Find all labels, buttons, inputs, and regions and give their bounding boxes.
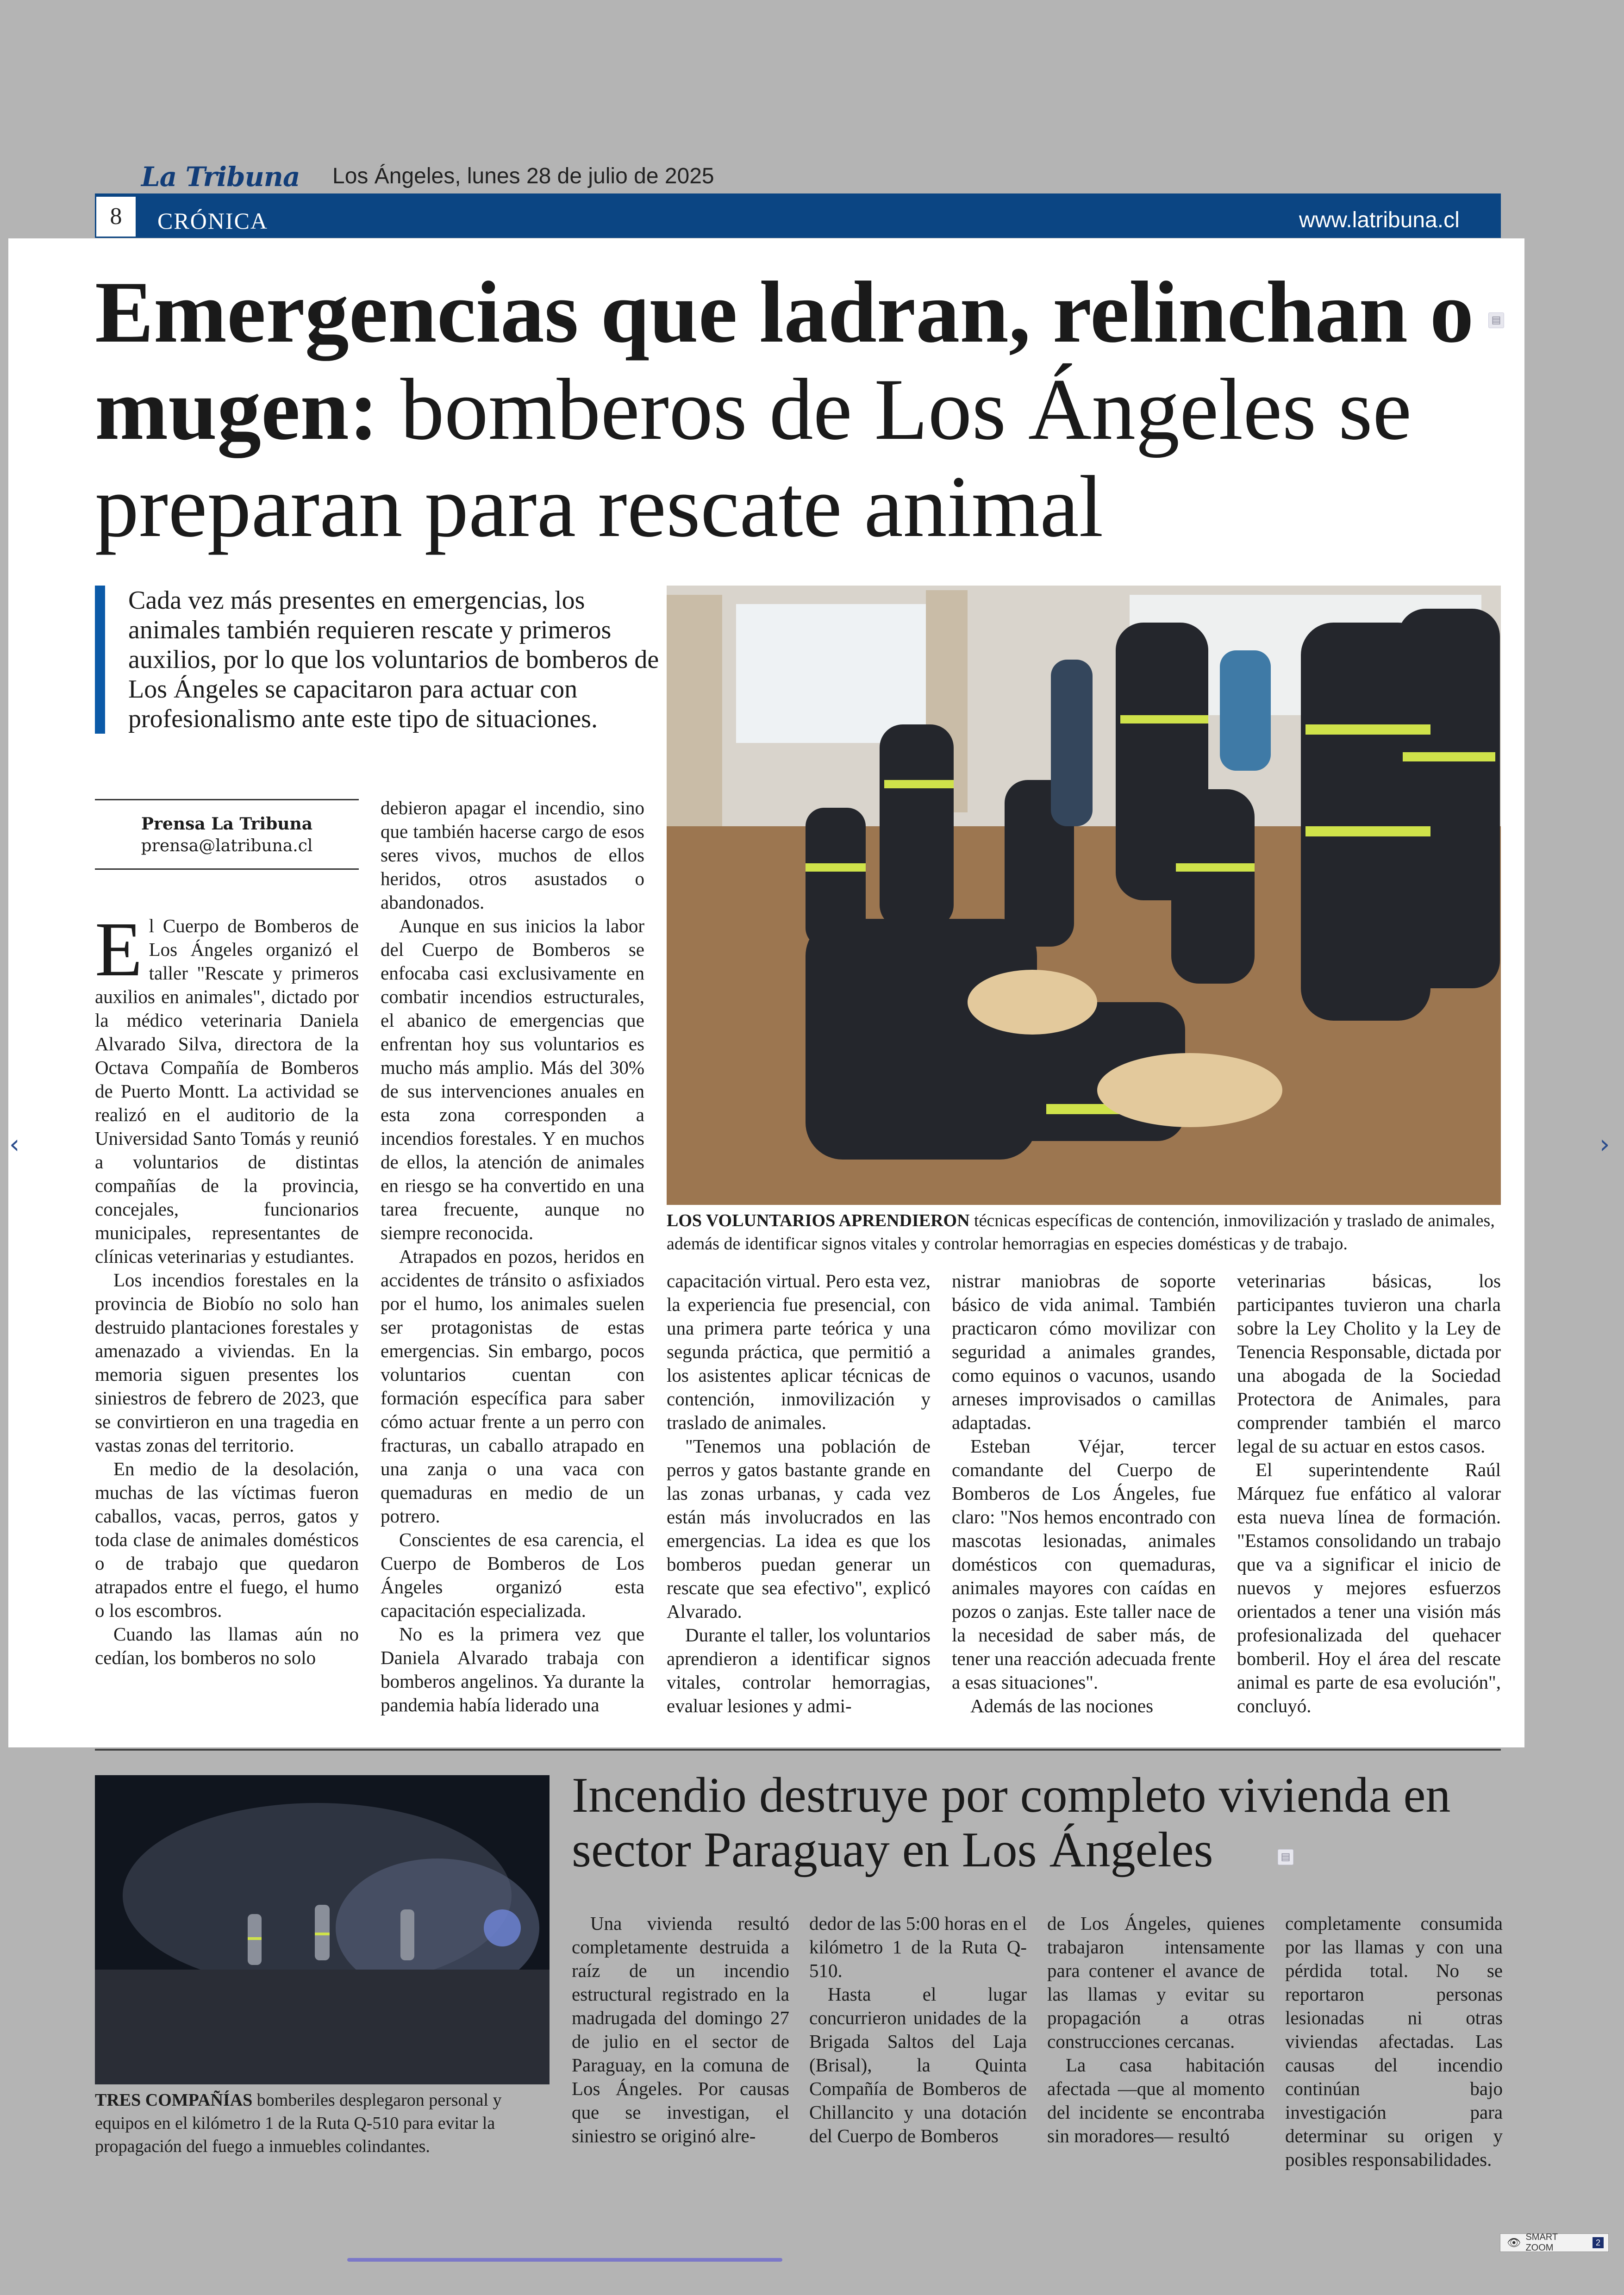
main-column-2 bbox=[381, 796, 644, 1717]
newspaper-logo: La Tribuna bbox=[141, 161, 300, 193]
edit-note-icon[interactable]: ▤ bbox=[1488, 312, 1504, 328]
paragraph: Cuando las llamas aún no cedían, los bomberos no solo bbox=[95, 1623, 359, 1668]
smart-zoom-label: SMART ZOOM bbox=[1525, 2232, 1558, 2253]
zoom-count-badge: 2 bbox=[1593, 2237, 1604, 2248]
paragraph: Durante el taller, los voluntarios aprendieron a identificar signos vitales, controlar hemorragias, evaluar lesiones y admi- bbox=[667, 1624, 931, 1716]
caption-lead: LOS VOLUNTARIOS APRENDIERON bbox=[667, 1211, 970, 1230]
chevron-right-icon[interactable]: › bbox=[1599, 1129, 1610, 1160]
photo-illustration bbox=[95, 1775, 550, 2084]
main-column-5 bbox=[1237, 1269, 1501, 1718]
page-number: 8 bbox=[96, 197, 136, 237]
paragraph: En medio de la desolación, muchas de las víctimas fueron caballos, vacas, perros, gatos y toda clase de animales domésticos o de trabajo que quedaron atrapados entre el fuego, el humo o los escombros. bbox=[95, 1458, 359, 1621]
firefighters-training-photo[interactable] bbox=[667, 586, 1501, 1205]
edit-note-icon[interactable]: ▤ bbox=[1278, 1849, 1293, 1865]
horizontal-scrollbar[interactable] bbox=[347, 2258, 782, 2262]
photo-illustration bbox=[667, 586, 1501, 1205]
drop-cap: E bbox=[95, 906, 143, 992]
caption-text: bomberiles desplegaron personal y equipos en el kilómetro 1 de la Ruta Q-510 para evitar la propagación del fuego a inmuebles colindantes. bbox=[95, 2090, 502, 2156]
main-column-4 bbox=[952, 1269, 1216, 1718]
paragraph: capacitación virtual. Pero esta vez, la experiencia fue presencial, con una primera parte teórica y una segunda práctica, que permitió a los asistentes aplicar técnicas de contención, inmovilización y traslado de animales. bbox=[667, 1270, 931, 1433]
paragraph: Hasta el lugar concurrieron unidades de la Brigada Saltos del Laja (Brisal), la Quinta Compañía de Bomberos de Chillancito y una dotación del Cuerpo de Bomberos bbox=[809, 1983, 1027, 2146]
headline-bold: Emergencias que ladran, relinchan o mugen: bbox=[95, 264, 1474, 458]
byline bbox=[95, 799, 359, 870]
caption-text: técnicas específicas de contención, inmovilización y traslado de animales, además de identificar signos vitales y controlar hemorragias en especies domésticas y de trabajo. bbox=[667, 1211, 1495, 1254]
byline-email[interactable]: prensa@latribuna.cl bbox=[141, 836, 313, 855]
paragraph: de Los Ángeles, quienes trabajaron intensamente para contener el avance de las llamas y evitar su propagación a otras construcciones cercanas. bbox=[1047, 1913, 1265, 2052]
paragraph: Aunque en sus inicios la labor del Cuerpo de Bomberos se enfocaba casi exclusivamente en combatir incendios estructurales, el abanico de emergencias que enfrentan hoy sus voluntarios es mucho más amplio. Más del 30% de sus intervenciones anuales en esta zona corresponden a incendios forestales. Y en muchos de ellos, la atención de animales en riesgo se ha convertido en una tarea frecuente, aunque no siempre reconocida. bbox=[381, 915, 644, 1243]
paragraph: dedor de las 5:00 horas en el kilómetro 1 de la Ruta Q-510. bbox=[809, 1913, 1027, 1981]
second-column-2 bbox=[809, 1912, 1027, 2148]
main-column-1 bbox=[95, 906, 359, 1670]
paragraph: Además de las nociones bbox=[970, 1695, 1154, 1716]
caption-lead: TRES COMPAÑÍAS bbox=[95, 2090, 253, 2110]
main-headline bbox=[95, 264, 1507, 555]
issue-date: Los Ángeles, lunes 28 de julio de 2025 bbox=[332, 164, 714, 188]
second-column-4 bbox=[1285, 1912, 1503, 2171]
paragraph: Esteban Véjar, tercer comandante del Cuerpo de Bomberos de Los Ángeles, fue claro: "Nos hemos encontrado con mascotas lesionadas, animales domésticos con quemaduras, animales mayores con caídas en pozos o zanjas. Este taller nace de la necesidad de saber más, de tener una reacción adecuada frente a esas situaciones". bbox=[952, 1435, 1216, 1693]
paragraph: "Tenemos una población de perros y gatos bastante grande en las zonas urbanas, y cada vez están más involucrados en las emergencias. La idea es que los bomberos puedan generar un rescate que sea efectivo", explicó Alvarado. bbox=[667, 1435, 931, 1622]
paragraph: Conscientes de esa carencia, el Cuerpo de Bomberos de Los Ángeles organizó esta capacitación especializada. bbox=[381, 1529, 644, 1621]
main-column-3 bbox=[667, 1269, 931, 1718]
second-column-3 bbox=[1047, 1912, 1265, 2148]
paragraph: No es la primera vez que Daniela Alvarado trabaja con bomberos angelinos. Ya durante la pandemia había liderado una bbox=[381, 1623, 644, 1715]
chevron-left-icon[interactable]: ‹ bbox=[9, 1129, 20, 1160]
site-url[interactable]: www.latribuna.cl bbox=[1299, 208, 1460, 232]
headline-rest: bomberos de Los Ángeles se preparan para rescate animal bbox=[95, 361, 1412, 555]
eye-icon: 👁 bbox=[1507, 2236, 1521, 2249]
section-label: CRÓNICA bbox=[157, 208, 269, 234]
fire-photo-caption bbox=[95, 2089, 550, 2158]
article-lead: Cada vez más presentes en emergencias, los animales también requieren rescate y primeros auxilios, por lo que los voluntarios de bomberos de Los Ángeles se capacitaron para actuar con profesionalismo ante este tipo de situaciones. bbox=[95, 586, 675, 734]
smart-zoom-button[interactable] bbox=[1500, 2233, 1609, 2252]
paragraph: debieron apagar el incendio, sino que también hacerse cargo de esos seres vivos, muchos de ellos heridos, otros asustados o abandonados. bbox=[381, 797, 644, 913]
paragraph: nistrar maniobras de soporte básico de vida animal. También practicaron cómo movilizar con seguridad a animales grandes, como equinos o vacunos, usando arneses improvisados o camillas adaptadas. bbox=[952, 1270, 1216, 1433]
paragraph: La casa habitación afectada —que al momento del incidente se encontraba sin moradores— resultó bbox=[1047, 2054, 1265, 2146]
section-bar bbox=[95, 195, 1501, 238]
main-photo-caption bbox=[667, 1209, 1501, 1255]
article-separator bbox=[95, 1749, 1501, 1751]
paragraph: Atrapados en pozos, heridos en accidentes de tránsito o asfixiados por el humo, los animales suelen ser protagonistas de estas emergencias. Sin embargo, pocos voluntarios cuentan con formación específica para saber cómo actuar frente a un perro con fracturas, un caballo atrapado en una zanja o una vaca con quemaduras en medio de un potrero. bbox=[381, 1246, 644, 1527]
paragraph: Una vivienda resultó completamente destruida a raíz de un incendio estructural registrado en la madrugada del domingo 27 de julio en el sector de Paraguay, en la comuna de Los Ángeles. Por causas que se investigan, el siniestro se originó alre- bbox=[572, 1913, 789, 2146]
fire-scene-photo[interactable] bbox=[95, 1775, 550, 2084]
paragraph: completamente consumida por las llamas y con una pérdida total. No se reportaron personas lesionadas ni otras viviendas afectadas. Las causas del incendio continúan bajo investigación para determinar su origen y posibles responsabilidades. bbox=[1285, 1913, 1503, 2170]
paragraph: Los incendios forestales en la provincia de Biobío no solo han destruido plantaciones forestales y amenazado a viviendas. En la memoria siguen presentes los siniestros de febrero de 2023, que se convirtieron en una tragedia en vastas zonas del territorio. bbox=[95, 1269, 359, 1456]
paragraph: veterinarias básicas, los participantes tuvieron una charla sobre la Ley Cholito y la Ley de Tenencia Responsable, dictada por una abogada de la Sociedad Protectora de Animales, para comprender también el marco legal de su actuar en estos casos. bbox=[1237, 1270, 1501, 1457]
second-headline: Incendio destruye por completo vivienda en sector Paraguay en Los Ángeles bbox=[572, 1768, 1451, 1877]
paragraph: El superintendente Raúl Márquez fue enfático al valorar esta nueva línea de formación. "Estamos consolidando un trabajo que va a significar el inicio de nuevos y mejores esfuerzos orientados a tener una visión más profesionalizada del quehacer bomberil. Hoy el área del rescate animal es parte de esa evolución", concluyó. bbox=[1237, 1459, 1501, 1716]
byline-name: Prensa La Tribuna bbox=[141, 814, 313, 834]
second-column-1 bbox=[572, 1912, 789, 2148]
paragraph: l Cuerpo de Bomberos de Los Ángeles organizó el taller "Rescate y primeros auxilios en animales", dictado por la médico veterinaria Daniela Alvarado Silva, directora de la Octava Compañía de Bomberos de Puerto Montt. La actividad se realizó en el auditorio de la Universidad Santo Tomás y reunió a voluntarios de distintas compañías de la provincia, concejales, funcionarios municipales, representantes de clínicas veterinarias y estudiantes. bbox=[95, 915, 359, 1267]
